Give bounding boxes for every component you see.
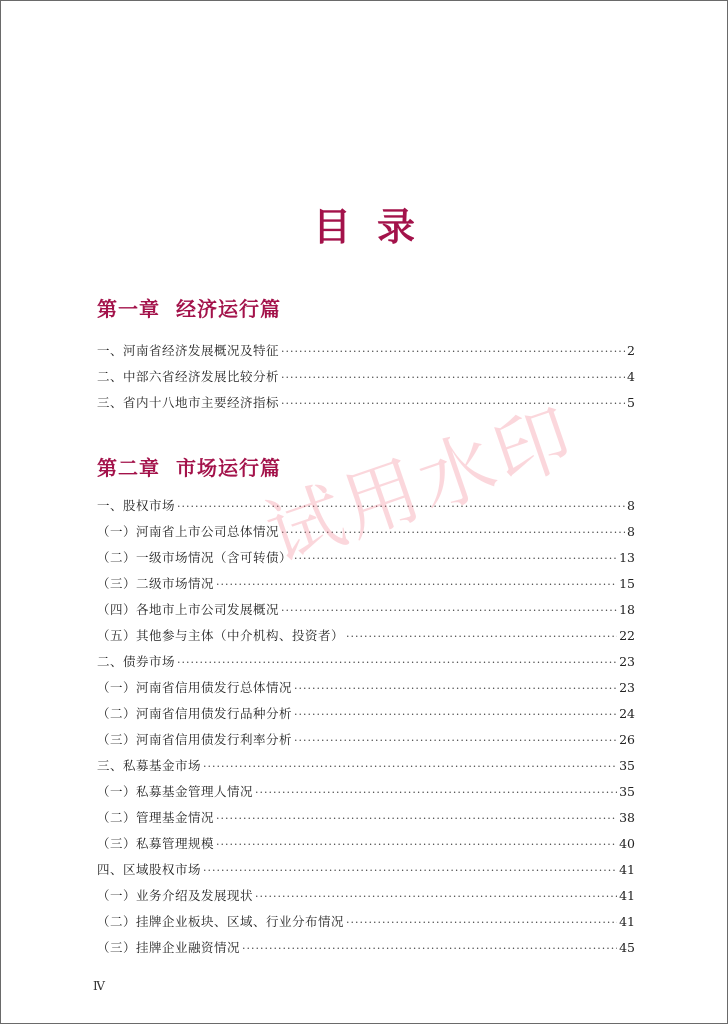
toc-leader-dots xyxy=(216,572,617,598)
page-title: 目录 xyxy=(312,205,441,249)
toc-entry-page: 13 xyxy=(619,550,635,565)
toc-entry-label: （四）各地市上市公司发展概况 xyxy=(97,602,280,617)
toc-entry-label: 一、股权市场 xyxy=(97,498,176,513)
toc-entry-label: 二、债券市场 xyxy=(97,654,176,669)
toc-entry-label: （二）管理基金情况 xyxy=(97,810,215,825)
toc-entry-label: （一）河南省上市公司总体情况 xyxy=(97,524,280,539)
toc-entry-label: （二）挂牌企业板块、区域、行业分布情况 xyxy=(97,914,345,929)
toc-entry-label: （二）河南省信用债发行品种分析 xyxy=(97,706,293,721)
toc-leader-dots xyxy=(294,702,617,728)
toc-entry[interactable] xyxy=(97,571,635,597)
toc-entry-page: 35 xyxy=(619,758,635,773)
toc-list-chapter-1 xyxy=(97,338,635,416)
page-number: Ⅳ xyxy=(93,979,105,993)
toc-entry-label: 四、区域股权市场 xyxy=(97,862,202,877)
toc-entry[interactable] xyxy=(97,935,635,961)
toc-entry-label: （五）其他参与主体（中介机构、投资者） xyxy=(97,628,345,643)
chapter-heading-1 xyxy=(97,293,281,322)
toc-leader-dots xyxy=(242,936,617,962)
toc-entry[interactable] xyxy=(97,753,635,779)
toc-leader-dots xyxy=(255,884,617,910)
toc-leader-dots xyxy=(346,910,617,936)
toc-leader-dots xyxy=(281,391,625,417)
toc-entry[interactable] xyxy=(97,675,635,701)
toc-leader-dots xyxy=(216,806,617,832)
toc-entry-label: 二、中部六省经济发展比较分析 xyxy=(97,369,280,384)
toc-leader-dots xyxy=(294,546,617,572)
toc-leader-dots xyxy=(177,650,617,676)
toc-entry-label: （二）一级市场情况（含可转债） xyxy=(97,550,293,565)
toc-leader-dots xyxy=(346,624,617,650)
toc-leader-dots xyxy=(216,832,617,858)
toc-entry-label: （三）二级市场情况 xyxy=(97,576,215,591)
toc-entry[interactable] xyxy=(97,779,635,805)
chapter-name: 市场运行篇 xyxy=(176,456,281,480)
toc-entry[interactable] xyxy=(97,909,635,935)
toc-entry-label: （一）私募基金管理人情况 xyxy=(97,784,254,799)
toc-entry-page: 8 xyxy=(627,524,635,539)
toc-entry-label: 三、私募基金市场 xyxy=(97,758,202,773)
toc-leader-dots xyxy=(281,520,625,546)
chapter-number: 第一章 xyxy=(97,297,160,321)
toc-leader-dots xyxy=(281,598,617,624)
toc-entry-label: （一）业务介绍及发展现状 xyxy=(97,888,254,903)
toc-entry-page: 41 xyxy=(619,862,635,877)
toc-entry-page: 41 xyxy=(619,888,635,903)
toc-list-chapter-2 xyxy=(97,493,635,961)
toc-entry-page: 23 xyxy=(619,680,635,695)
toc-entry-page: 18 xyxy=(619,602,635,617)
toc-entry-page: 35 xyxy=(619,784,635,799)
toc-entry[interactable] xyxy=(97,493,635,519)
toc-entry[interactable] xyxy=(97,623,635,649)
toc-entry-page: 4 xyxy=(627,369,635,384)
toc-entry-page: 15 xyxy=(619,576,635,591)
toc-entry[interactable] xyxy=(97,338,635,364)
toc-entry[interactable] xyxy=(97,831,635,857)
toc-entry-page: 5 xyxy=(627,395,635,410)
toc-entry[interactable] xyxy=(97,727,635,753)
toc-entry-page: 38 xyxy=(619,810,635,825)
toc-leader-dots xyxy=(294,728,617,754)
toc-entry[interactable] xyxy=(97,805,635,831)
toc-entry-page: 41 xyxy=(619,914,635,929)
toc-leader-dots xyxy=(281,339,625,365)
toc-leader-dots xyxy=(294,676,617,702)
chapter-number: 第二章 xyxy=(97,456,160,480)
toc-entry-page: 2 xyxy=(627,343,635,358)
toc-entry-page: 22 xyxy=(619,628,635,643)
toc-entry[interactable] xyxy=(97,545,635,571)
toc-leader-dots xyxy=(177,494,625,520)
toc-entry[interactable] xyxy=(97,597,635,623)
toc-entry[interactable] xyxy=(97,701,635,727)
toc-entry[interactable] xyxy=(97,390,635,416)
toc-leader-dots xyxy=(281,365,625,391)
toc-leader-dots xyxy=(255,780,617,806)
toc-entry-page: 40 xyxy=(619,836,635,851)
toc-entry[interactable] xyxy=(97,857,635,883)
toc-entry[interactable] xyxy=(97,883,635,909)
toc-entry-label: （三）挂牌企业融资情况 xyxy=(97,940,241,955)
toc-entry-label: 三、省内十八地市主要经济指标 xyxy=(97,395,280,410)
toc-entry-page: 26 xyxy=(619,732,635,747)
toc-entry-page: 23 xyxy=(619,654,635,669)
toc-entry-page: 45 xyxy=(619,940,635,955)
watermark: 试用水印 xyxy=(255,390,587,580)
toc-entry-label: （一）河南省信用债发行总体情况 xyxy=(97,680,293,695)
toc-entry[interactable] xyxy=(97,649,635,675)
chapter-name: 经济运行篇 xyxy=(176,297,281,321)
toc-entry-page: 8 xyxy=(627,498,635,513)
toc-entry-page: 24 xyxy=(619,706,635,721)
toc-entry-label: （三）私募管理规模 xyxy=(97,836,215,851)
chapter-heading-2 xyxy=(97,452,281,481)
toc-leader-dots xyxy=(203,858,617,884)
toc-entry-label: （三）河南省信用债发行利率分析 xyxy=(97,732,293,747)
toc-entry[interactable] xyxy=(97,519,635,545)
toc-entry[interactable] xyxy=(97,364,635,390)
toc-leader-dots xyxy=(203,754,617,780)
toc-entry-label: 一、河南省经济发展概况及特征 xyxy=(97,343,280,358)
